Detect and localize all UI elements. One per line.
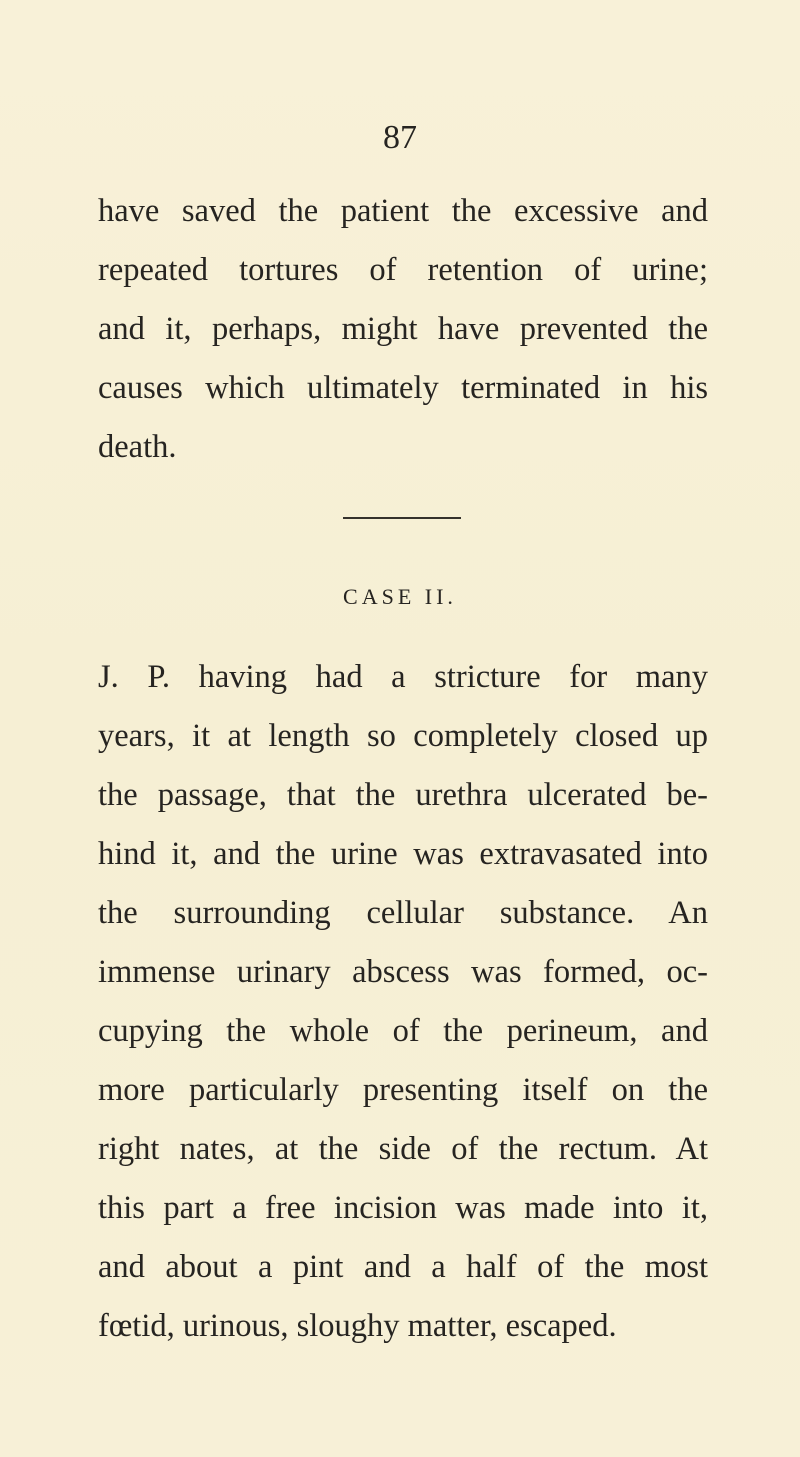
text-line: repeated tortures of retention of urine;: [98, 252, 708, 288]
text-line: causes which ultimately terminated in his: [98, 370, 708, 406]
text-line: death.: [98, 429, 177, 465]
text-line: and about a pint and a half of the most: [98, 1249, 708, 1285]
text-line: right nates, at the side of the rectum. At: [98, 1131, 708, 1167]
text-line: this part a free incision was made into it,: [98, 1190, 708, 1226]
case-heading: CASE II.: [343, 584, 457, 609]
text-line: hind it, and the urine was extravasated into: [98, 836, 708, 872]
text-line: immense urinary abscess was formed, oc-: [98, 954, 708, 990]
text-line: more particularly presenting itself on the: [98, 1072, 708, 1108]
paragraph-case-ii: [98, 648, 708, 1356]
text-line: fœtid, urinous, sloughy matter, escaped.: [98, 1308, 617, 1344]
text-line: J. P. having had a stricture for many: [98, 659, 708, 695]
paragraph-continuation: [98, 182, 708, 477]
text-line: the passage, that the urethra ulcerated be-: [98, 777, 708, 813]
text-line: years, it at length so completely closed up: [98, 718, 708, 754]
text-line: the surrounding cellular substance. An: [98, 895, 708, 931]
page-number: 87: [383, 119, 417, 156]
text-line: have saved the patient the excessive and: [98, 193, 708, 229]
section-divider: [343, 517, 461, 519]
text-line: and it, perhaps, might have prevented the: [98, 311, 708, 347]
text-line: cupying the whole of the perineum, and: [98, 1013, 708, 1049]
